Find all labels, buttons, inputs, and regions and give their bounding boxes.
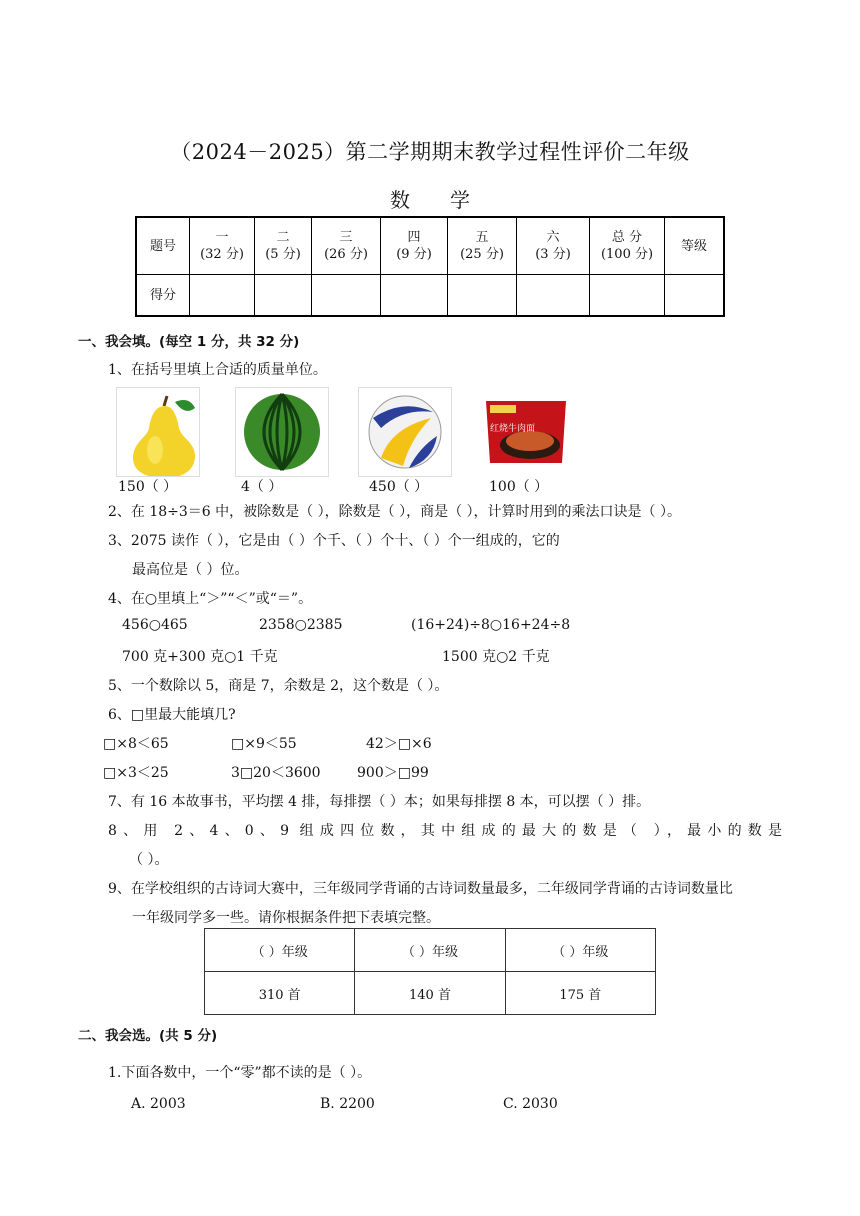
option-c[interactable]: C. 2030 — [503, 1096, 558, 1112]
question-7: 7、有 16 本故事书，平均摆 4 排，每排摆（ ）本；如果每排摆 8 本，可以摆（ ）排。 — [108, 794, 651, 810]
section1-heading: 一、我会填。(每空 1 分，共 32 分) — [78, 334, 300, 350]
score-cell[interactable] — [448, 275, 517, 317]
score-cell[interactable] — [255, 275, 312, 317]
score-col-grade: 等级 — [665, 217, 725, 275]
score-col-3: 三 (26 分) — [312, 217, 381, 275]
q6-item: 900＞□99 — [357, 765, 429, 781]
q4-item: (16+24)÷8○16+24÷8 — [411, 617, 571, 633]
score-col-2: 二 (5 分) — [255, 217, 312, 275]
q4-item: 2358○2385 — [259, 617, 343, 633]
poem-count: 310 首 — [205, 972, 355, 1015]
q1-item-volleyball: 450（ ） — [369, 479, 429, 495]
instant-noodle-image — [480, 387, 572, 475]
q1-item-pear: 150（ ） — [118, 479, 178, 495]
question-4: 4、在○里填上“＞”“＜”或“＝”。 — [108, 591, 313, 607]
volleyball-image — [358, 387, 452, 477]
score-cell[interactable] — [517, 275, 590, 317]
q6-item: □×9＜55 — [231, 736, 297, 752]
question-3-line2: 最高位是（ ）位。 — [132, 562, 249, 578]
q4-item: 700 克+300 克○1 千克 — [122, 649, 278, 665]
score-cell[interactable] — [665, 275, 725, 317]
score-col-1: 一 (32 分) — [190, 217, 255, 275]
score-cell[interactable] — [590, 275, 665, 317]
q4-item: 456○465 — [122, 617, 188, 633]
subject-title: 数学 — [390, 188, 510, 212]
q6-item: 42＞□×6 — [366, 736, 432, 752]
poem-grade-header[interactable]: （ ）年级 — [205, 929, 355, 972]
q1-item-watermelon: 4（ ） — [241, 479, 283, 495]
option-a[interactable]: A. 2003 — [131, 1096, 186, 1112]
score-table-header-label: 题号 — [136, 217, 190, 275]
poem-count: 175 首 — [505, 972, 655, 1015]
section2-question-1: 1.下面各数中，一个“零”都不读的是（ ）。 — [108, 1065, 372, 1081]
poem-count: 140 首 — [355, 972, 505, 1015]
score-col-total: 总 分 (100 分) — [590, 217, 665, 275]
score-row-label: 得分 — [136, 275, 190, 317]
score-col-6: 六 (3 分) — [517, 217, 590, 275]
q4-item: 1500 克○2 千克 — [442, 649, 550, 665]
watermelon-image — [235, 387, 329, 477]
page-title: （2024－2025）第二学期期末教学过程性评价二年级 — [170, 140, 690, 164]
poem-grade-header[interactable]: （ ）年级 — [505, 929, 655, 972]
q1-item-noodle: 100（ ） — [489, 479, 549, 495]
section2-heading: 二、我会选。(共 5 分) — [78, 1028, 218, 1044]
score-table — [135, 216, 725, 317]
question-2: 2、在 18÷3＝6 中，被除数是（ ），除数是（ ），商是（ ），计算时用到的乘法口诀是（ ）。 — [108, 504, 681, 520]
question-8-line2: （ ）。 — [129, 852, 169, 868]
q6-item: □×3＜25 — [103, 765, 169, 781]
score-col-5: 五 (25 分) — [448, 217, 517, 275]
question-3-line1: 3、2075 读作（ ），它是由（ ）个千、（ ）个十、（ ）个一组成的，它的 — [108, 533, 560, 549]
pear-image — [116, 387, 200, 477]
score-cell[interactable] — [381, 275, 448, 317]
noodle-pack-text: 红烧牛肉面 — [490, 424, 536, 434]
poem-grade-header[interactable]: （ ）年级 — [355, 929, 505, 972]
score-cell[interactable] — [190, 275, 255, 317]
question-8-line1: 8、用 2、4、0、9 组成四位数，其中组成的最大的数是（ ），最小的数是 — [108, 823, 782, 839]
option-b[interactable]: B. 2200 — [320, 1096, 375, 1112]
question-6: 6、□里最大能填几? — [108, 707, 236, 723]
score-cell[interactable] — [312, 275, 381, 317]
q6-item: 3□20＜3600 — [231, 765, 321, 781]
score-col-4: 四 (9 分) — [381, 217, 448, 275]
question-5: 5、一个数除以 5，商是 7，余数是 2，这个数是（ ）。 — [108, 678, 449, 694]
question-1: 1、在括号里填上合适的质量单位。 — [108, 362, 327, 378]
poem-table — [204, 928, 656, 1015]
question-9-line1: 9、在学校组织的古诗词大赛中，三年级同学背诵的古诗词数量最多，二年级同学背诵的古诗词数量比 — [108, 881, 733, 897]
question-9-line2: 一年级同学多一些。请你根据条件把下表填完整。 — [132, 910, 440, 926]
q6-item: □×8＜65 — [103, 736, 169, 752]
